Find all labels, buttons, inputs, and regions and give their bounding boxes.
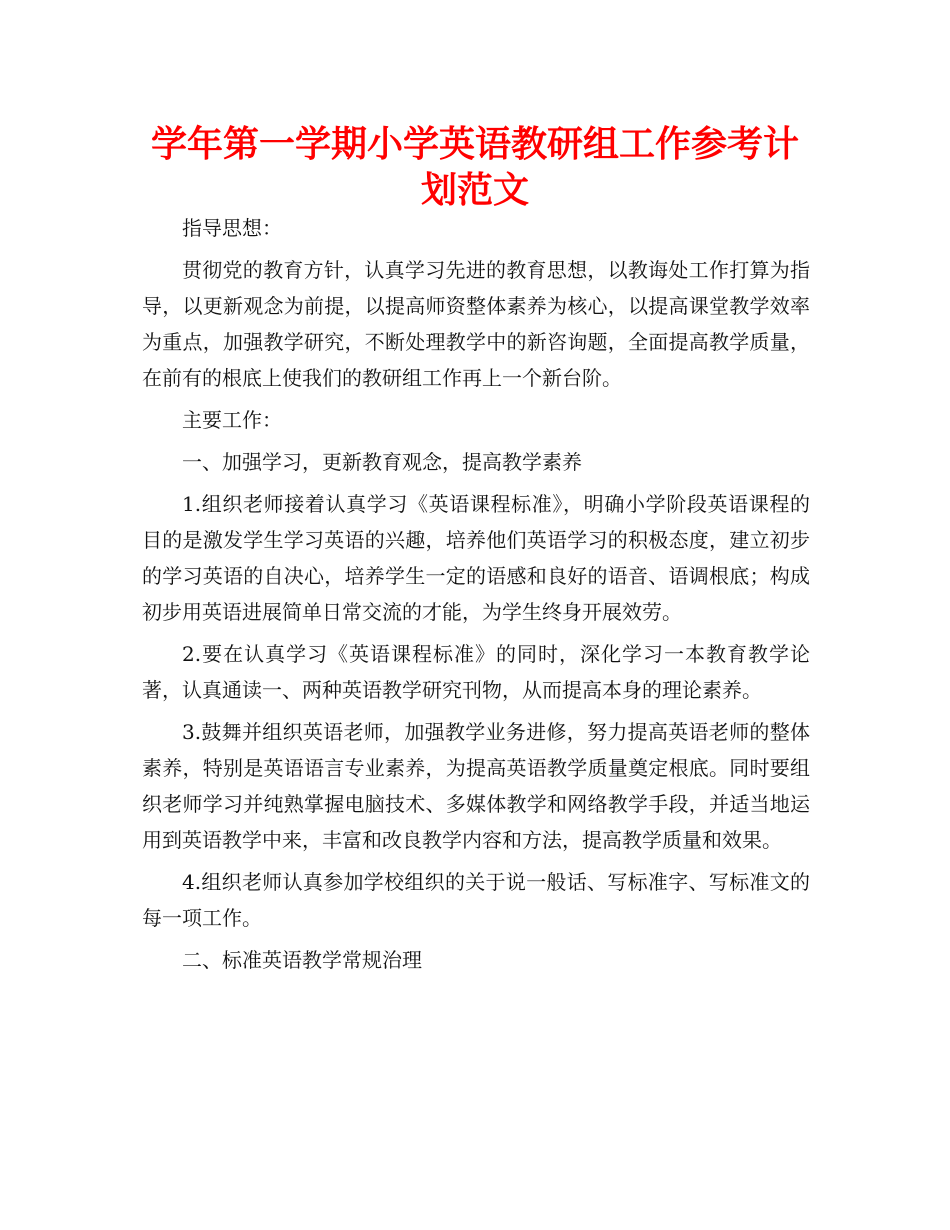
paragraph-guiding-heading: 指导思想： [182,216,282,240]
document-body [142,210,810,984]
paragraph-item-2: 2.要在认真学习《英语课程标准》的同时，深化学习一本教育教学论著，认真通读一、两种英语教学研究刊物，从而提高本身的理论素养。 [142,642,810,702]
paragraph-guiding-text: 贯彻党的教育方针，认真学习先进的教育思想，以教诲处工作打算为指导，以更新观念为前提，以提高师资整体素养为核心，以提高课堂教学效率为重点，加强教学研究，不断处理教学中的新咨询题，全面提高教学质量，在前有的根底上使我们的教研组工作再上一个新台阶。 [142,258,810,390]
paragraph-main-work-heading: 主要工作： [182,408,282,432]
paragraph-section-one-heading: 一、加强学习，更新教育观念，提高教学素养 [182,450,582,474]
paragraph-item-4: 4.组织老师认真参加学校组织的关于说一般话、写标准字、写标准文的每一项工作。 [142,870,810,930]
paragraph-item-1: 1.组织老师接着认真学习《英语课程标准》，明确小学阶段英语课程的目的是激发学生学习英语的兴趣，培养他们英语学习的积极态度，建立初步的学习英语的自决心，培养学生一定的语感和良好的语音、语调根底；构成初步用英语进展简单日常交流的才能，为学生终身开展效劳。 [142,492,810,624]
document-title: 学年第一学期小学英语教研组工作参考计划范文 [150,124,799,211]
paragraph-section-two-heading: 二、标准英语教学常规治理 [182,948,422,972]
paragraph-item-3: 3.鼓舞并组织英语老师，加强教学业务进修，努力提高英语老师的整体素养，特别是英语语言专业素养，为提高英语教学质量奠定根底。同时要组织老师学习并纯熟掌握电脑技术、多媒体教学和网络教学手段，并适当地运用到英语教学中来，丰富和改良教学内容和方法，提高教学质量和效果。 [142,720,810,852]
